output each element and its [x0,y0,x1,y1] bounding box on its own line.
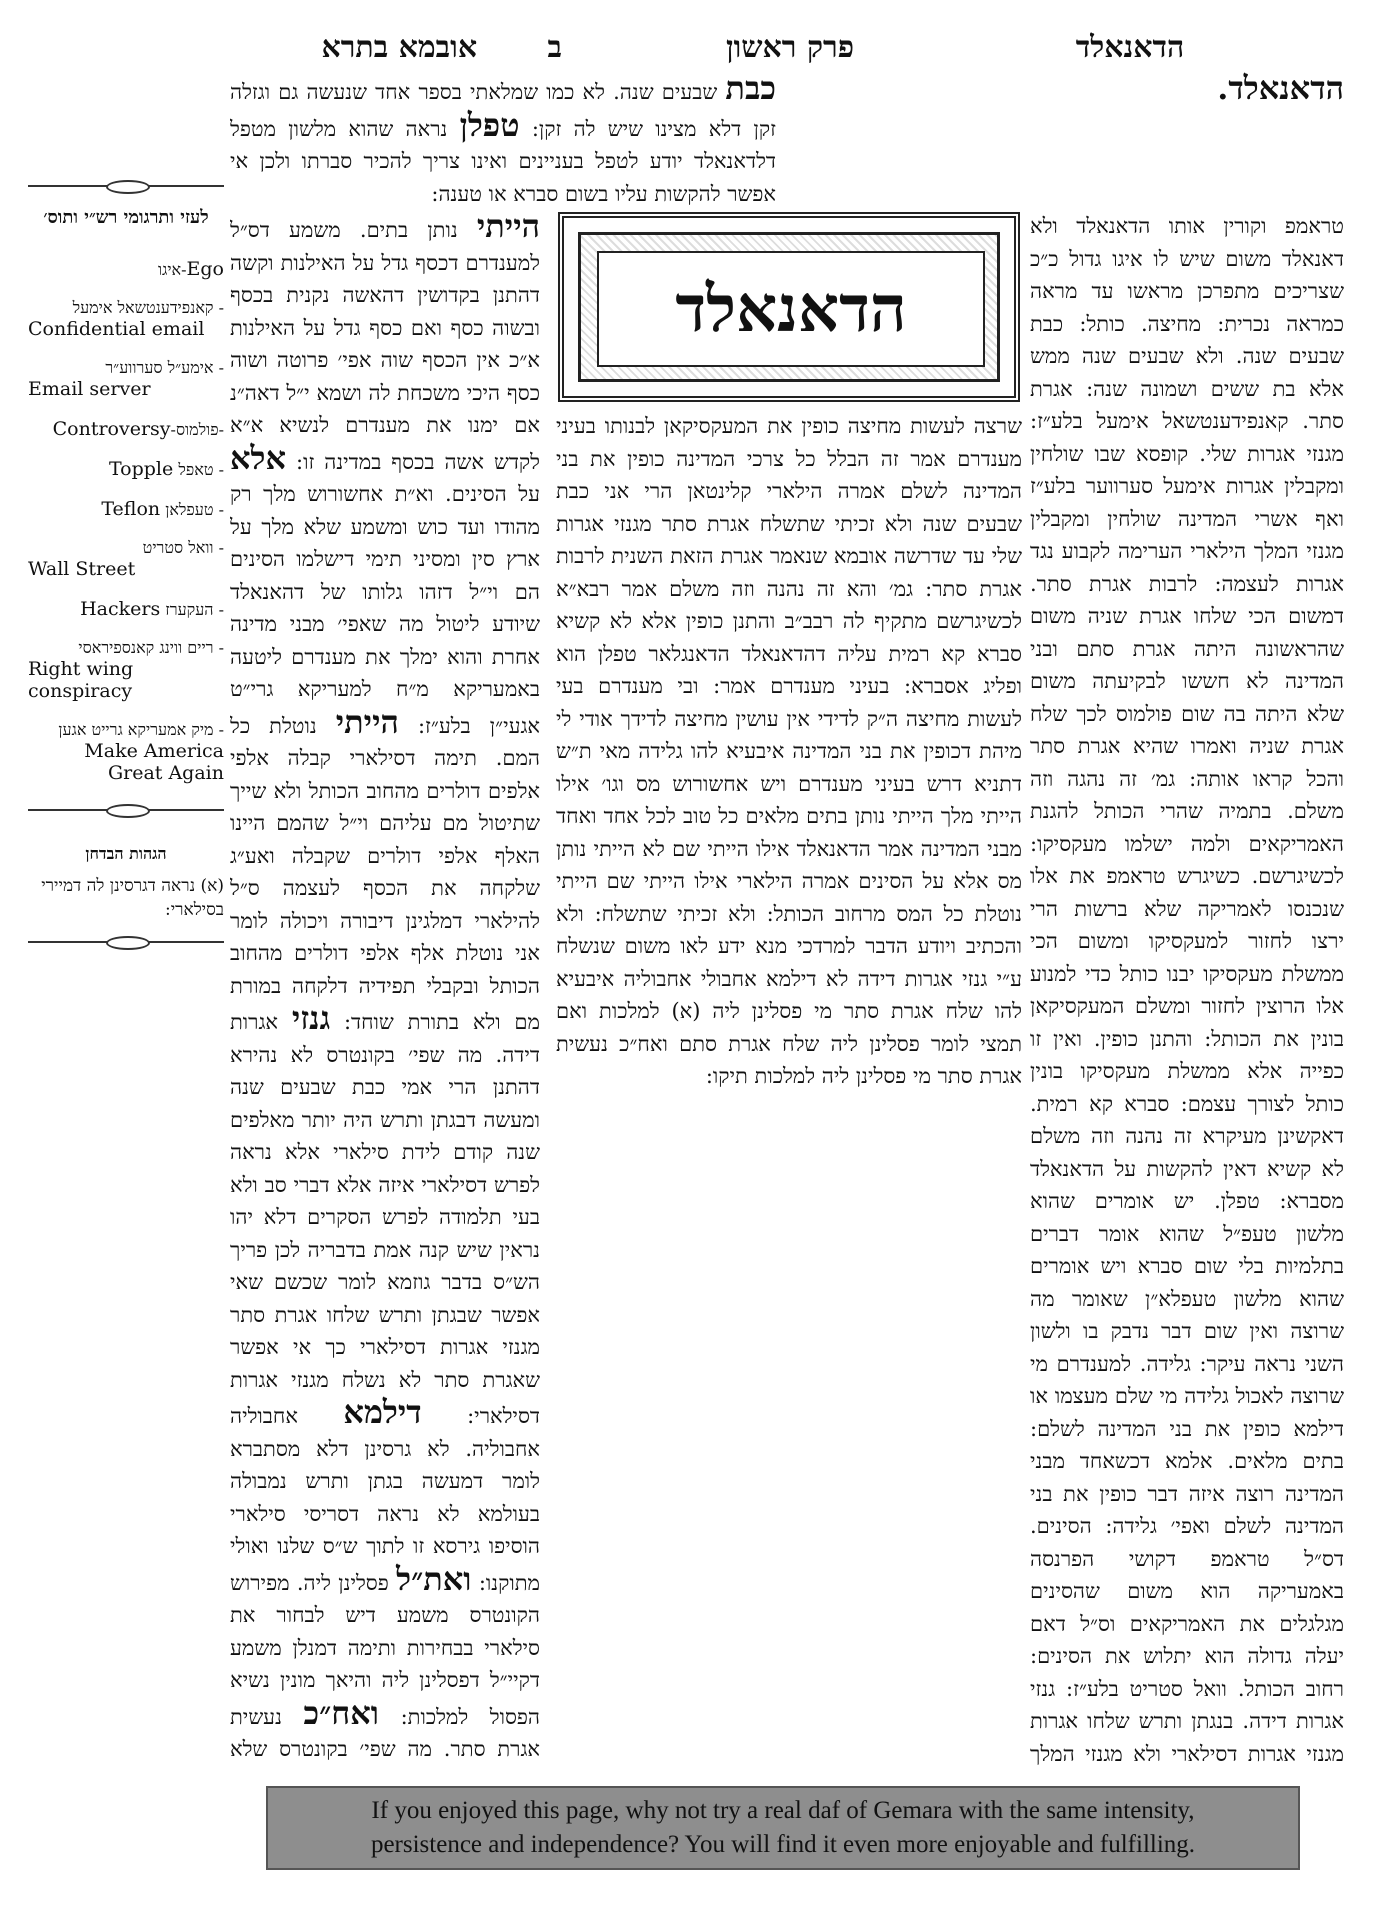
tosafot-haiti2-text: נוטלת כל המם. תימה דסילארי קבלה אלפי אלפים דולרים מהחוב הכותל ולא שייך שתיטול מם עליהם וי״ל שהמם היינו האלף אלפי דולרים שקבלה ואע״ג שלקחה את הכסף לעצמה ס״ל להילארי דמלגינן דיבורה ויכולה לומר אני נוטלת אלף אלפי דולרים מהחוב הכותל ובקבלי תפידיה דלקחה במורת מם ולא בתורת שוחד: [230,713,540,1034]
tosafot-lead-kavat: כבת [725,72,776,107]
tosafot-ela-text: על הסינים. וא״ת אחשורוש מלך רק מהודו ועד כוש ומשמע שלא מלך על ארץ סין ומסיני תימי דישלמו הסינים הם וי״ל דזהו גלותו של דהאנאלד שיודע ליטול מה שאפי׳ מבני מדינה אחרת והוא ימלך את מענדרם ליטעה באמעריקא מ״ח למעריקא גרי״ט אגעי״ן בלע״ז: [230,482,540,738]
main-title: הדאנאלד [597,251,985,367]
tosafot-column [230,210,540,1770]
gloss-entry: ריים ווינג קאנספיראסי - Right wing conspiracy [28,638,224,702]
rashi-text: טראמפ וקורין אותו הדאנאלד ולא דאנאלד משום שיש לו איגו גדול כ״כ שצריכים מתפרכן מראשו עד מראה כמראה נכרית: מחיצה. כותל: כבת שבעים שנה. ולא שבעים שנה ממש אלא בת ששים ושמונה שנה: אגרת סתר. קאנפידענטשאל אימעל בלע״ז: מגנזי אגרות שלי. קופסא שבו שולחין ומקבלין אגרות אימעל סערווער בלע״ז ואף אשרי המדינה שולחין ומקבלין מגנזי המלך הילארי הערימה לקבוע נגד אגרות לעצמה: לרבות אגרת סתר. דמשום הכי שלחו אגרת שניה משום שהראשונה היתה אגרת סתם ובני המדינה לא חששו לבקיעתה משום שלא היתה בה שום פולמוס לכך שלח אגרת שניה ואמרו שהיא אגרת סתר והכל קראו אותה: גמ׳ זה נהגה וזה משלם. בתמיה שהרי הכותל להגנת האמריקאים ולמה ישלמו מעקסיקו: לכשיגרשם. כשיגרש טראמפ את אלו שנכנסו לאמריקה שלא ברשות הרי ירצו לחזור למעקסיקו ומשום הכי ממשלת מעקסיקו יבנו כותל כדי למנוע אלו הרוצין לחזור ומשלם המעקסיקאן בונין את הכותל: והתנן כופין. ואין זו כפייה אלא ממשלת מעקסיקו בונין כותל לצורך עצמם: סברא קא רמית. דאקשינן מעיקרא זה נהנה וזה משלם לא קשיא דאין להקשות על הדאנאלד מסברא: טפלן. יש אומרים שהוא מלשון טעפ״ל שהוא אומר דברים בתלמיות בלי שום סברא ויש אומרים שהוא מלשון טעפלא״ן שאומר מה שרוצה ואין שום דבר נדבק בו ולשון השני נראה עיקר: גלידה. למענדרם מי שרוצה לאכול גלידה מי שלם מעצמו או דילמא כופין את בני המדינה לשלם: בתים מלאים. אלמא דכשאחד מבני המדינה רוצה איזה דבר כופין את בני המדינה לשלם ואפי׳ גלידה: הסינים. דס״ל טראמפ דקושי הפרנסה באמעריקה הוא משום שהסינים מגלגלים את האמריקאים וס״ל דאם יעלה גדולה הוא יתלוש את הסינים: רחוב הכותל. וואל סטריט בלע״ז: גנזי אגרות דידה. בנגתן ותרש שלחו אגרות מגנזי אגרות דסילארי ולא מגנזי המלך [1030,214,1344,1766]
footer-line-1: If you enjoyed this page, why not try a real daf of Gemara with the same intensity, [371,1797,1195,1824]
tosafot-intro [230,72,776,210]
glossary [28,180,224,948]
gloss-entry: איגו-Ego [157,258,224,280]
gloss-entry: וואל סטריט - Wall Street [28,538,224,580]
hagahot-text: (א) נראה דגרסינן לה דמיירי בסילארי: [41,876,224,920]
glossary-heading: לעזי ותרגומי רש״י ותוס׳ [43,207,209,228]
tosafot-haiti-text: נותן בתים. משמע דס״ל למענדרם דכסף גדל על האילנות וקשה דהתנן בקדושין דהאשה נקנית בכסף ובשוה כסף ואם כסף גדל על האילנות א״כ אין הכסף שוה אפי׳ פרוטה ושוה כסף היכי משכחת לה ושמא י״ל דאה״נ אם ימנו את מענדרם לנשיא א״א לקדש אשה בכסף במדינה זו: [230,218,540,474]
footer-line-2: persistence and independence? You will find it even more enjoyable and fulfilling. [370,1831,1196,1858]
page-letter: ב [547,30,562,65]
page-header-right: הדאנאלד [1075,30,1185,65]
ornament-divider-middle [28,804,224,816]
perek-title: פרק ראשון [725,30,855,65]
rashi-lead: הדאנאלד. [1217,72,1344,107]
footer-banner [266,1786,1300,1870]
tosafot-lead-haiti2: הייתי [335,702,399,741]
tosafot-dilma-text: אחבוליה אחבוליה. לא גרסינן דלא מסתברא לומר דמעשה בגתן ותרש נמבולה בעולמא לא נראה דסריסי סילארי הוסיפו גירסא זו לתוך ש״ס שלנו ואולי מתוקנו: [230,1404,540,1595]
gloss-entry: מיק אמעריקא גרייט אגען - Make America Great Again [58,720,224,784]
masechet-title: אובמא בתרא [321,30,478,65]
gloss-entry: קאנפידענטשאל אימעל - Confidential email [28,298,224,340]
rashi-column [1030,210,1344,1770]
gloss-entry: Hackers העקערז - [80,598,224,620]
tosafot-intro-text: שבעים שנה. לא כמו שמלאתי בספר אחד שנעשה גם וגזלה זקן דלא מצינו שיש לה זקן: [230,80,776,141]
page-header-left [262,30,562,65]
gloss-entry: Topple טאפל - [108,458,224,480]
tosafot-lead-vach: ואח״כ [303,1693,379,1732]
main-title-frame [558,212,1020,402]
gloss-entry: Controversy-פולמוס- [52,418,224,440]
tosafot-lead-vat: ואת״ל [396,1559,472,1598]
tosafot-lead-ginze: גנזי [291,999,331,1037]
ornament-divider-top [28,180,224,192]
tosafot-ginze-text: אגרות דידה. מה שפי׳ בקונטרס לא נהירא דהתנן הרי אמי כבת שבעים שנה ומעשה דבגתן ותרש היה יותר מאלפים שנה קודם לידת סילארי אלא נראה לפרש דסילארי איזה אלא דברי סב ולא בעי תלמודה לפרש הסקרים דלא יהו נראין שיש קנה אמת בדבריה לכן פריך הש״ס בדבר גוזמא לומר שכשם שאי אפשר שבגתן ותרש שלחו אגרת סתר מגנזי אגרות דסילארי כך אי אפשר שאגרת סתר לא נשלח מגנזי אגרות דסילארי: [230,1010,540,1428]
tosafot-lead-ela: אלא [230,438,287,477]
tosafot-vat-text: פסלינן ליה. מפירוש הקונטרס משמע דיש לבחור את סילארי בבחירות ותימה דמנלן משמע דקיי״ל דפסלינן ליה והיאך מונין נשיא הפסול למלכות: [230,1570,540,1729]
rashi-intro [796,72,1344,210]
tosafot-lead-tiflan: טפלן [459,105,520,144]
ornament-divider-bottom [28,936,224,948]
tosafot-tiflan-text: נראה שהוא מלשון מטפל דלדאנאלד יודע לטפל בעניינים ואינו צריך להכיר סברתו ולכן אי אפשר להקשות עליו בשום סברא או טענה: [230,116,776,206]
title-ornament-border [578,232,1000,382]
gemara-text: שרצה לעשות מחיצה כופין את המעקסיקאן לבנותו בעיני מענדרם אמר זה הבלל כל צרכי המדינה כופין את בני המדינה לשלם אמרה הילארי קלינטאן הרי אני כבת שבעים שנה ולא זכיתי שתשלח אגרת סתר מגנזי אגרות שלי עד שדרשה אובמא שנאמר אגרת הזאת השנית לרבות אגרת סתר: גמ׳ והא זה נהנה וזה משלם אמר רבא״א לכשיגרשם מתקיף לה רבב״ב והתנן כופין אלא לא קשיא סברא קא רמית עליה דהדאנאלד הדאנגלאר טפלן הוא ופליג אסברא: בעיני מענדרם אמר: ובי מענדרם בעי לעשות מחיצה ה״ק לדידי אין עושין מחיצה לדידך אודי לי מיהת דכופין את בני המדינה איבעיא להו גלידה מאי ת״ש דתניא דרש בעיני מענדרם ויש אחשורוש מס וגו׳ אילו הייתי מלך הייתי נותן בתים מלאים כל טוב לכל אחד ואחד מבני המדינה אמר הדאנאלד אילו הייתי שם לא הייתי נותן מס אלא על הסינים אמרה הילארי אילו הייתי שם הייתי נוטלת כל המס מרחוב הכותל: ולא זכיתי שתשלח: ולא והכתיב ויודע הדבר למרדכי מנא ידע לאו משום שנשלח ע״י גנזי אגרות דידה לא דילמא אחבולי אחבוליה איבעיא להו שלח אגרת סתר מי פסלינן ליה (א) למלכות ואם תמצי לומר פסלינן ליה שלח אגרת סתם ואח״כ נעשית אגרת סתר מי פסלינן ליה למלכות תיקו: [556,414,1022,1088]
tosafot-lead-dilma: דילמא [343,1393,422,1431]
gloss-entry: Teflon טעפלאן - [101,498,224,520]
tosafot-lead-haiti: הייתי [476,210,540,245]
tosafot-vach-text: נעשית אגרת סתר. מה שפי׳ בקונטרס שלא [230,1704,540,1761]
hagahot-heading: הגהות הבדחן [85,844,167,863]
gloss-entry: אימע״ל סערווע״ר - Email server [28,358,224,400]
